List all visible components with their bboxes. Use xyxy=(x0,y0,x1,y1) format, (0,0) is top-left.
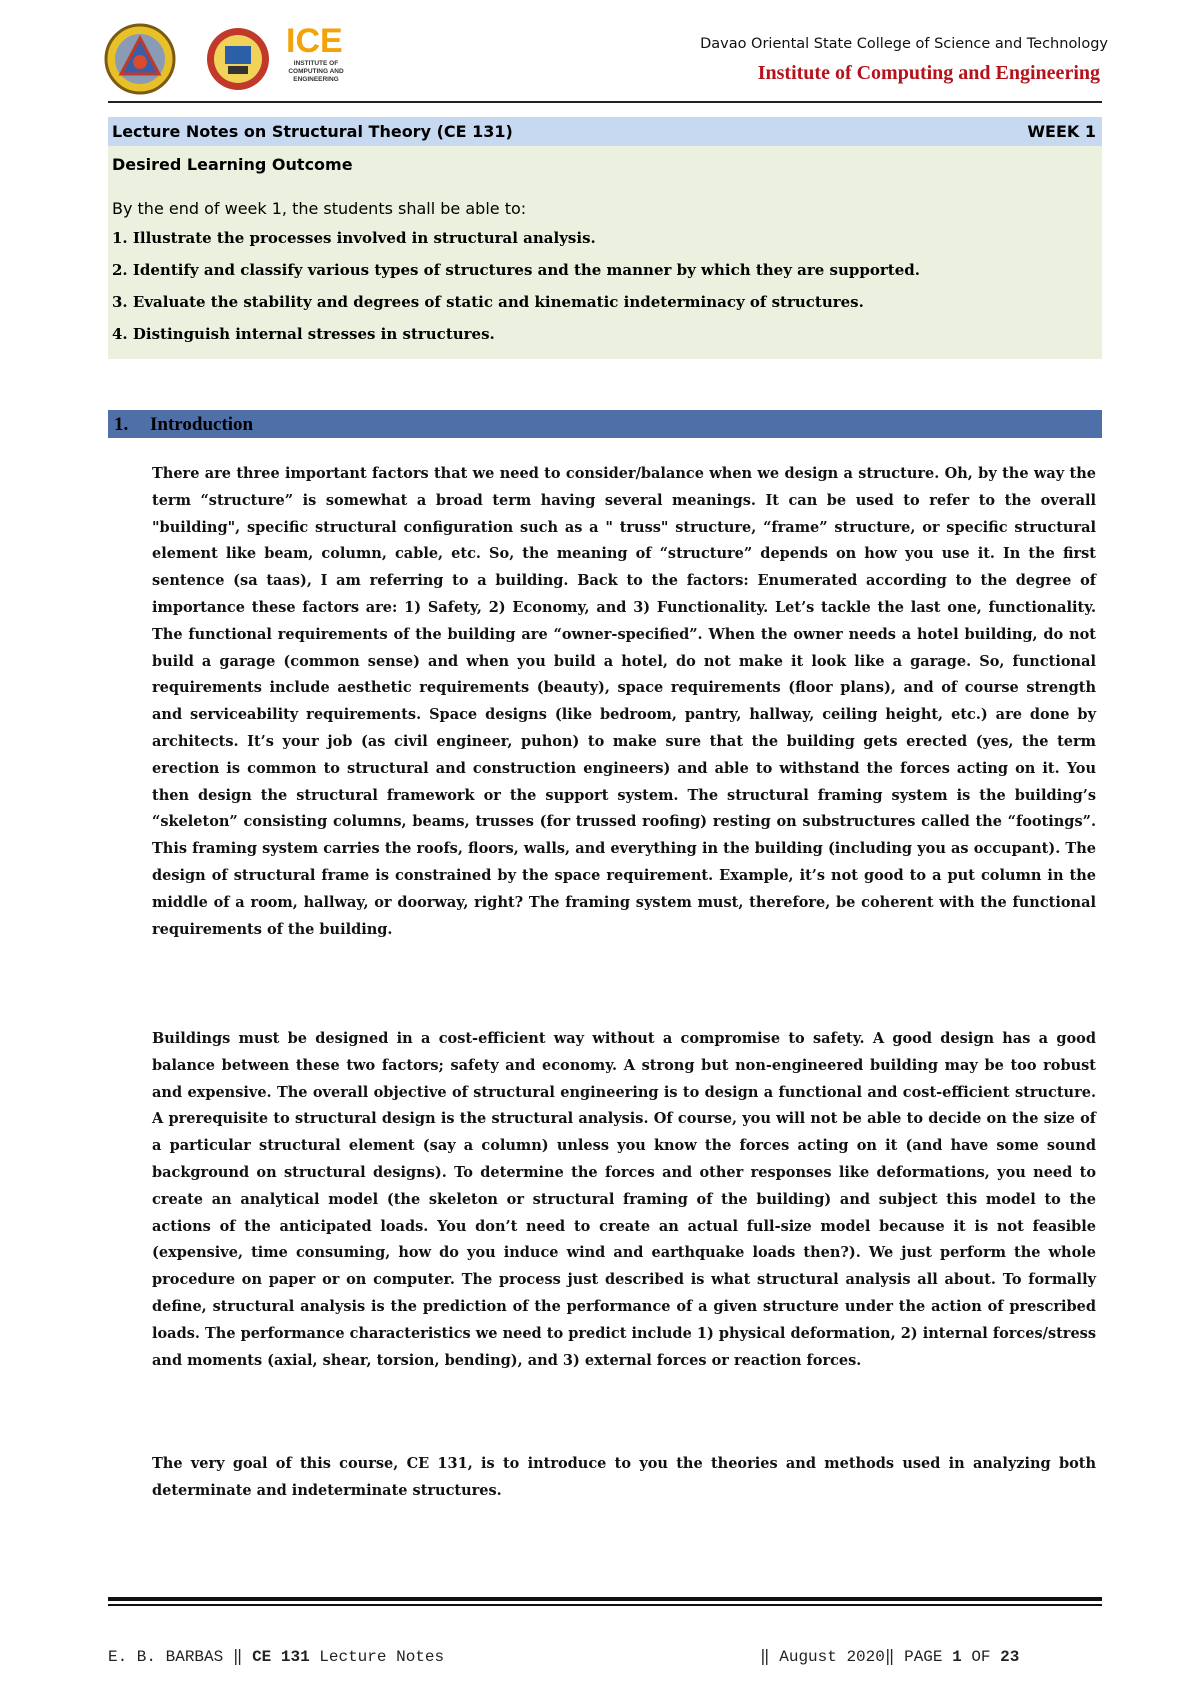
outcome-intro: By the end of week 1, the students shall be able to: xyxy=(112,199,527,218)
outcome-heading: Desired Learning Outcome xyxy=(112,155,353,174)
section-heading-bar xyxy=(108,410,1102,438)
footer-right xyxy=(760,1646,1019,1666)
footer-left xyxy=(108,1646,444,1666)
outcome-item: 4. Distinguish internal stresses in structures. xyxy=(112,325,495,343)
footer-author: E. B. BARBAS ‖ xyxy=(108,1648,253,1666)
course-title-bar xyxy=(108,117,1102,146)
learning-outcome-box xyxy=(108,117,1102,359)
college-name: Davao Oriental State College of Science and Technology xyxy=(700,36,1108,52)
footer-course: CE 131 xyxy=(252,1648,310,1666)
institute-name: Institute of Computing and Engineering xyxy=(757,62,1100,84)
footer-label: Lecture Notes xyxy=(309,1648,445,1666)
footer-rule-thick xyxy=(108,1597,1102,1601)
section-title: Introduction xyxy=(150,414,254,435)
body-paragraph: There are three important factors that we need to consider/balance when we design a structure. Oh, by the way the term “structure” is somewhat a broad term having several meanings. It can be used to refer to the overall "building", specific structural configuration such as a " truss" structure, “frame” structure, or specific structural element like beam, column, cable, etc. So, the meaning of “structure” depends on how you use it. In the first sentence (sa taas), I am referring to a building. Back to the factors: Enumerated according to the degree of importance these factors are: 1) Safety, 2) Economy, and 3) Functionality. Let’s tackle the last one, functionality. The functional requirements of the building are “owner-specified”. When the owner needs a hotel building, do not build a garage (common sense) and when you build a hotel, do not make it look like a garage. So, functional requirements include aesthetic requirements (beauty), space requirements (floor plans), and of course strength and serviceability requirements. Space designs (like bedroom, pantry, hallway, ceiling height, etc.) are done by architects. It’s your job (as civil engineer, puhon) to make sure that the building gets erected (yes, the term erection is common to structural and construction engineers) and able to withstand the forces acting on it. You then design the structural framework or the support system. The structural framing system is the building’s “skeleton” consisting columns, beams, trusses (for trussed roofing) resting on substructures called the “footings”. This framing system carries the roofs, floors, walls, and everything in the building (including you as occupant). The design of structural frame is constrained by the space requirement. Example, it’s not good to a put column in the middle of a room, hallway, or doorway, right? The framing system must, therefore, be coherent with the functional requirements of the building. xyxy=(152,465,1096,938)
footer-rule-thin xyxy=(108,1604,1102,1606)
body-paragraph: Buildings must be designed in a cost-efficient way without a compromise to safety. A good design has a good balance between these two factors; safety and economy. A strong but non-engineered building may be too robust and expensive. The overall objective of structural engineering is to design a functional and cost-efficient structure. A prerequisite to structural design is the structural analysis. Of course, you will not be able to decide on the size of a particular structural element (say a column) unless you know the forces acting on it (and have some sound background on structural designs). To determine the forces and other responses like deformations, you need to create an analytical model (the skeleton or structural framing of the building) and subject this model to the actions of the anticipated loads. You don’t need to create an actual full-size model because it is not feasible (expensive, time consuming, how do you induce wind and earthquake loads then?). We just perform the whole procedure on paper or on computer. The process just described is what structural analysis all about. To formally define, structural analysis is the prediction of the performance of a given structure under the action of prescribed loads. The performance characteristics we need to predict include 1) physical deformation, 2) internal forces/stress and moments (axial, shear, torsion, bending), and 3) external forces or reaction forces. xyxy=(152,1030,1096,1369)
ice-seal-logo xyxy=(205,26,271,92)
college-seal-logo xyxy=(103,22,177,96)
ice-logo-subtext: INSTITUTE OF COMPUTING AND ENGINEERING xyxy=(288,60,344,84)
outcome-item: 3. Evaluate the stability and degrees of static and kinematic indeterminacy of structures. xyxy=(112,293,864,311)
footer-page-number: 1 xyxy=(952,1648,962,1666)
ice-logo-text: ICE xyxy=(286,22,343,60)
footer-date: ‖ August 2020‖ xyxy=(760,1648,905,1666)
week-label: WEEK 1 xyxy=(1027,122,1096,141)
footer-page-label: PAGE xyxy=(904,1648,953,1666)
footer-of-label: OF xyxy=(961,1648,1001,1666)
outcome-body xyxy=(108,146,1102,359)
header-rule xyxy=(108,101,1102,103)
section-number: 1. xyxy=(114,414,129,435)
body-paragraph: The very goal of this course, CE 131, is to introduce to you the theories and methods used in analyzing both determinate and indeterminate structures. xyxy=(152,1455,1096,1499)
outcome-item: 2. Identify and classify various types of structures and the manner by which they are supported. xyxy=(112,261,920,279)
course-title: Lecture Notes on Structural Theory (CE 131) xyxy=(112,122,513,141)
footer-page-total: 23 xyxy=(1000,1648,1020,1666)
outcome-item: 1. Illustrate the processes involved in structural analysis. xyxy=(112,229,596,247)
